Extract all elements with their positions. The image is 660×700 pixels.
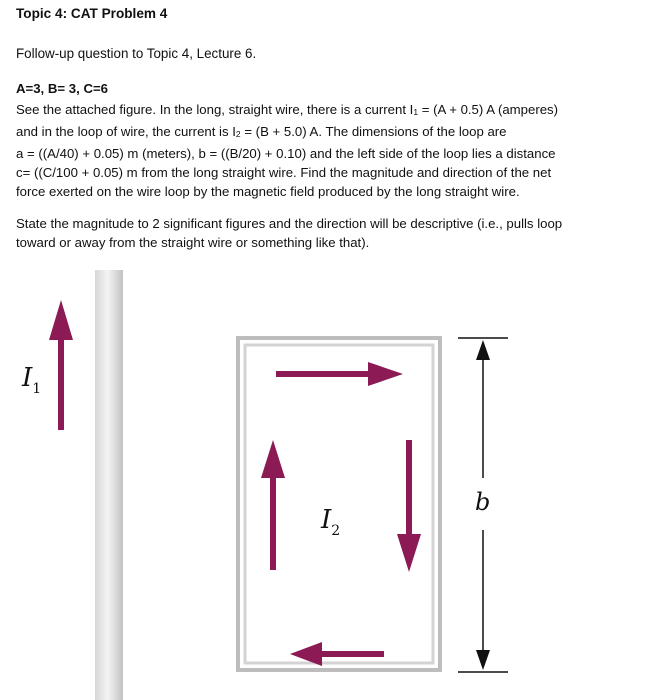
dimension-b-label: b	[475, 488, 491, 516]
problem-line-4: c= ((C/100 + 0.05) m from the long straight wire. Find the magnitude and direction of the net	[16, 165, 552, 180]
instruction-text	[16, 214, 646, 252]
problem-line-2-end: = (B + 5.0) A. The dimensions of the loop are	[240, 124, 507, 139]
i1-label: $I_1$	[22, 363, 42, 397]
followup-text: Follow-up question to Topic 4, Lecture 6.	[16, 46, 257, 61]
instruction-line-1: State the magnitude to 2 significant figures and the direction will be descriptive (i.e., pulls loop	[16, 216, 563, 231]
problem-line-3: a = ((A/40) + 0.05) m (meters), b = ((B/20) + 0.10) and the left side of the loop lies a distance	[16, 146, 556, 161]
loop-left-arrow-head	[261, 440, 285, 478]
i2-label: $I_2$	[321, 505, 341, 539]
problem-line-1-start: See the attached figure. In the long, straight wire, there is a current I	[16, 102, 414, 117]
problem-line-1-end: = (A + 0.5) A (amperes)	[418, 102, 559, 117]
problem-line-1	[16, 100, 646, 122]
problem-line-2	[16, 122, 646, 144]
i1-arrow-head	[49, 300, 73, 340]
problem-line-5: force exerted on the wire loop by the magnetic field produced by the long straight wire.	[16, 184, 520, 199]
parameter-values: A=3, B= 3, C=6	[16, 81, 108, 96]
i2-label-subscript: 2	[331, 523, 341, 539]
problem-statement	[16, 100, 646, 201]
loop-right-arrow-head	[397, 534, 421, 572]
current-i1-subscript: 1	[413, 107, 419, 117]
problem-line-2-start: and in the loop of wire, the current is I	[16, 124, 236, 139]
i1-label-subscript: 1	[32, 381, 42, 397]
straight-wire	[95, 270, 123, 700]
instruction-line-2: toward or away from the straight wire or something like that).	[16, 235, 370, 250]
dimension-arrow-down	[476, 650, 490, 670]
current-i2-subscript: 2	[235, 129, 241, 139]
loop-top-arrow-head	[368, 362, 403, 386]
physics-figure	[0, 270, 660, 700]
page-title: Topic 4: CAT Problem 4	[16, 6, 168, 21]
dimension-arrow-up	[476, 340, 490, 360]
